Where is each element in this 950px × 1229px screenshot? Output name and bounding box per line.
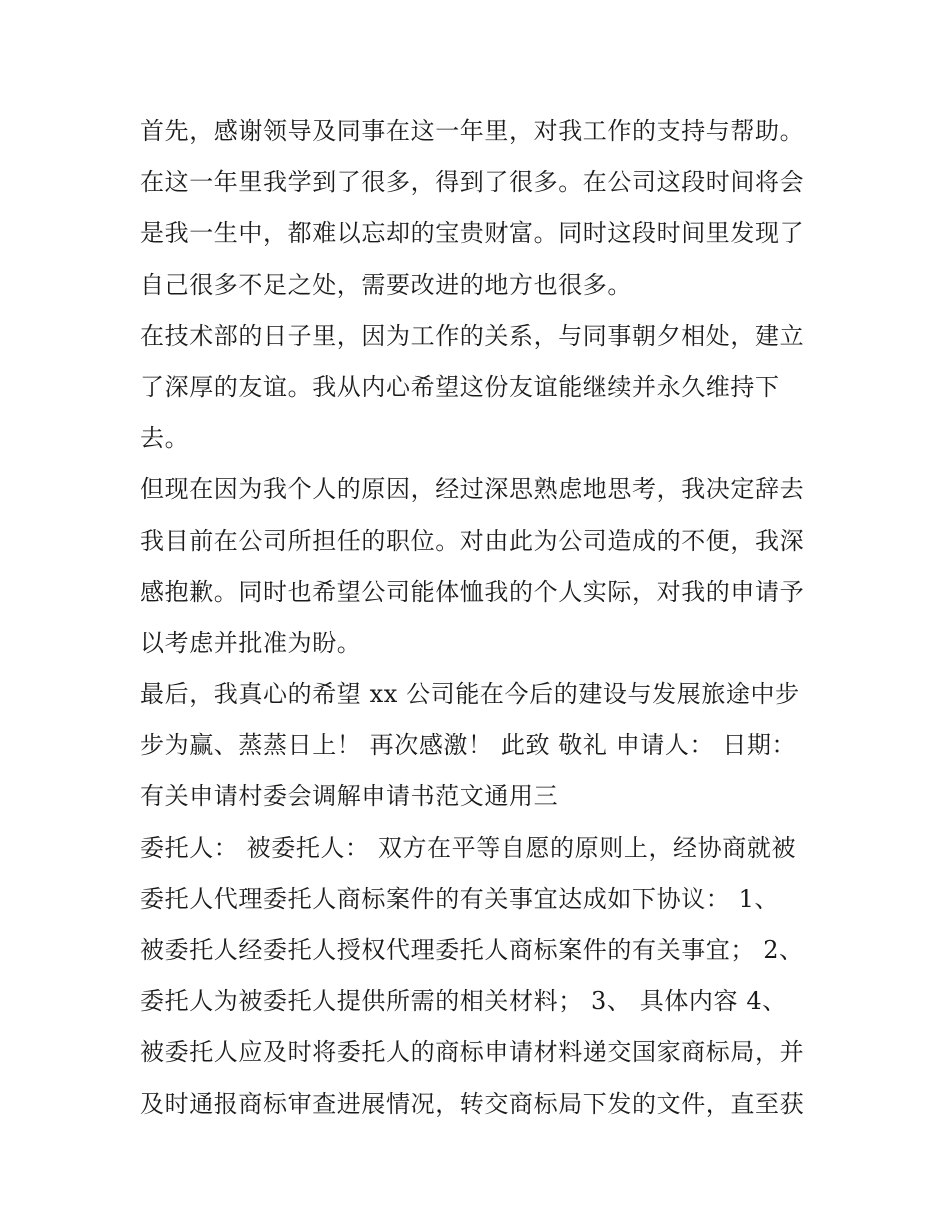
text-line: 是我一生中，都难以忘却的宝贵财富。同时这段时间里发现了 (140, 219, 805, 248)
section-heading: 有关申请村委会调解申请书范文通用三 (140, 782, 559, 811)
text-line: 被委托人经委托人授权代理委托人商标案件的有关事宜； 2、 (140, 936, 804, 964)
text-line: 以考虑并批准为盼。 (140, 628, 362, 657)
text-line: 自己很多不足之处，需要改进的地方也很多。 (140, 270, 632, 299)
text-line: 委托人： 被委托人： 双方在平等自愿的原则上，经协商就被 (140, 833, 797, 862)
text-line: 首先，感谢领导及同事在这一年里，对我工作的支持与帮助。 (140, 117, 805, 145)
text-line: 委托人代理委托人商标案件的有关事宜达成如下协议： 1、 (140, 884, 780, 913)
text-line: 了深厚的友谊。我从内心希望这份友谊能继续并永久维持下 (140, 372, 780, 401)
text-line: 去。 (140, 424, 190, 453)
text-line: 在技术部的日子里，因为工作的关系，与同事朝夕相处，建立 (140, 321, 805, 350)
text-line: 我目前在公司所担任的职位。对由此为公司造成的不便，我深 (140, 526, 805, 555)
text-line: 步为赢、蒸蒸日上！ 再次感激！ 此致 敬礼 申请人： 日期： (140, 731, 797, 760)
text-line: 被委托人应及时将委托人的商标申请材料递交国家商标局，并 (140, 1038, 805, 1067)
text-line: 但现在因为我个人的原因，经过深思熟虑地思考，我决定辞去 (140, 475, 805, 504)
text-line: 最后，我真心的希望 xx 公司能在今后的建设与发展旅途中步 (140, 680, 800, 709)
body-text (140, 106, 830, 1130)
text-line: 感抱歉。同时也希望公司能体恤我的个人实际，对我的申请予 (140, 577, 805, 606)
text-line: 在这一年里我学到了很多，得到了很多。在公司这段时间将会 (140, 168, 805, 197)
text-line: 及时通报商标审查进展情况，转交商标局下发的文件，直至获 (140, 1089, 805, 1118)
text-line: 委托人为被委托人提供所需的相关材料； 3、 具体内容 4、 (140, 987, 787, 1016)
